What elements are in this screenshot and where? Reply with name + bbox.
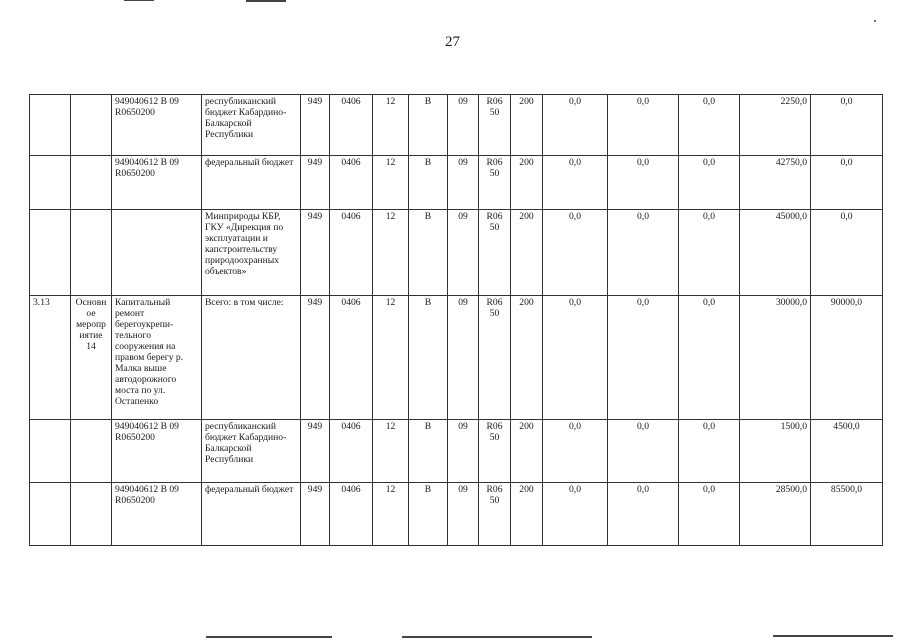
cell-vr: 200 (511, 483, 543, 546)
cell-num (30, 483, 71, 546)
cell-grbs: 949 (301, 483, 330, 546)
cell-v1: 0,0 (543, 420, 608, 483)
cell-v2: 0,0 (608, 483, 679, 546)
cell-om: 09 (448, 210, 479, 296)
cell-v3: 0,0 (679, 483, 740, 546)
cell-v3: 0,0 (679, 210, 740, 296)
cell-source: федеральный бюджет (202, 483, 301, 546)
table-row (30, 483, 883, 546)
cell-v5: 90000,0 (811, 296, 883, 420)
page-number: 27 (445, 34, 460, 50)
cell-v4: 45000,0 (740, 210, 811, 296)
cell-v4: 30000,0 (740, 296, 811, 420)
cell-v2: 0,0 (608, 296, 679, 420)
cell-v3: 0,0 (679, 420, 740, 483)
cell-kind (71, 420, 112, 483)
cell-v5: 0,0 (811, 210, 883, 296)
cell-grbs: 949 (301, 156, 330, 210)
cell-v1: 0,0 (543, 210, 608, 296)
cell-v2: 0,0 (608, 95, 679, 156)
cell-gp: 12 (373, 210, 409, 296)
cell-pgp: В (409, 95, 448, 156)
cell-num (30, 420, 71, 483)
cell-code: 949040612 В 09 R0650200 (112, 483, 202, 546)
budget-table (29, 94, 883, 546)
cell-dir: R06 50 (479, 483, 511, 546)
cell-code: 949040612 В 09 R0650200 (112, 95, 202, 156)
cell-v1: 0,0 (543, 95, 608, 156)
cell-source: федеральный бюджет (202, 156, 301, 210)
scan-artifact (402, 636, 592, 638)
cell-rzpr: 0406 (330, 296, 373, 420)
cell-v4: 28500,0 (740, 483, 811, 546)
cell-v4: 1500,0 (740, 420, 811, 483)
cell-v5: 0,0 (811, 156, 883, 210)
cell-gp: 12 (373, 296, 409, 420)
cell-v1: 0,0 (543, 483, 608, 546)
cell-code: 949040612 В 09 R0650200 (112, 156, 202, 210)
cell-rzpr: 0406 (330, 156, 373, 210)
table-row (30, 95, 883, 156)
cell-rzpr: 0406 (330, 483, 373, 546)
cell-source: Всего: в том числе: (202, 296, 301, 420)
cell-kind (71, 210, 112, 296)
table-row (30, 420, 883, 483)
cell-kind: Основное мероприятие 14 (71, 296, 112, 420)
cell-pgp: В (409, 156, 448, 210)
cell-pgp: В (409, 483, 448, 546)
cell-grbs: 949 (301, 420, 330, 483)
cell-v4: 42750,0 (740, 156, 811, 210)
cell-vr: 200 (511, 95, 543, 156)
cell-pgp: В (409, 420, 448, 483)
cell-v1: 0,0 (543, 296, 608, 420)
cell-gp: 12 (373, 95, 409, 156)
scan-artifact (124, 0, 154, 1)
scan-artifact (246, 0, 286, 2)
cell-code (112, 210, 202, 296)
cell-om: 09 (448, 156, 479, 210)
cell-rzpr: 0406 (330, 420, 373, 483)
cell-dir: R06 50 (479, 420, 511, 483)
cell-om: 09 (448, 95, 479, 156)
cell-v5: 0,0 (811, 95, 883, 156)
cell-kind (71, 483, 112, 546)
cell-rzpr: 0406 (330, 95, 373, 156)
cell-v3: 0,0 (679, 296, 740, 420)
cell-vr: 200 (511, 420, 543, 483)
cell-source: Минприроды КБР, ГКУ «Дирекция по эксплуатации и капстроительству природоохранных объектов» (202, 210, 301, 296)
scan-artifact (773, 635, 893, 637)
cell-num (30, 156, 71, 210)
cell-num: 3.13 (30, 296, 71, 420)
cell-v1: 0,0 (543, 156, 608, 210)
cell-v3: 0,0 (679, 95, 740, 156)
cell-gp: 12 (373, 156, 409, 210)
cell-v3: 0,0 (679, 156, 740, 210)
cell-v4: 2250,0 (740, 95, 811, 156)
cell-vr: 200 (511, 210, 543, 296)
cell-dir: R06 50 (479, 210, 511, 296)
cell-dir: R06 50 (479, 95, 511, 156)
cell-om: 09 (448, 483, 479, 546)
cell-gp: 12 (373, 420, 409, 483)
scan-artifact (206, 636, 332, 638)
table-row (30, 156, 883, 210)
cell-num (30, 95, 71, 156)
cell-title: Капитальный ремонт берегоукрепи-тельного сооружения на правом берегу р. Малка выше автодорожного моста по ул. Остапенко (112, 296, 202, 420)
cell-gp: 12 (373, 483, 409, 546)
cell-source: республиканский бюджет Кабардино-Балкарской Республики (202, 420, 301, 483)
cell-v5: 4500,0 (811, 420, 883, 483)
cell-om: 09 (448, 296, 479, 420)
cell-vr: 200 (511, 156, 543, 210)
cell-vr: 200 (511, 296, 543, 420)
cell-grbs: 949 (301, 210, 330, 296)
cell-kind (71, 95, 112, 156)
cell-rzpr: 0406 (330, 210, 373, 296)
cell-grbs: 949 (301, 95, 330, 156)
cell-v2: 0,0 (608, 210, 679, 296)
cell-source: республиканский бюджет Кабардино-Балкарской Республики (202, 95, 301, 156)
cell-dir: R06 50 (479, 296, 511, 420)
table-row (30, 210, 883, 296)
cell-num (30, 210, 71, 296)
cell-v5: 85500,0 (811, 483, 883, 546)
scan-artifact (874, 20, 876, 22)
cell-pgp: В (409, 210, 448, 296)
cell-grbs: 949 (301, 296, 330, 420)
cell-om: 09 (448, 420, 479, 483)
cell-kind (71, 156, 112, 210)
table-row (30, 296, 883, 420)
cell-v2: 0,0 (608, 420, 679, 483)
cell-dir: R06 50 (479, 156, 511, 210)
cell-code: 949040612 В 09 R0650200 (112, 420, 202, 483)
cell-pgp: В (409, 296, 448, 420)
cell-v2: 0,0 (608, 156, 679, 210)
